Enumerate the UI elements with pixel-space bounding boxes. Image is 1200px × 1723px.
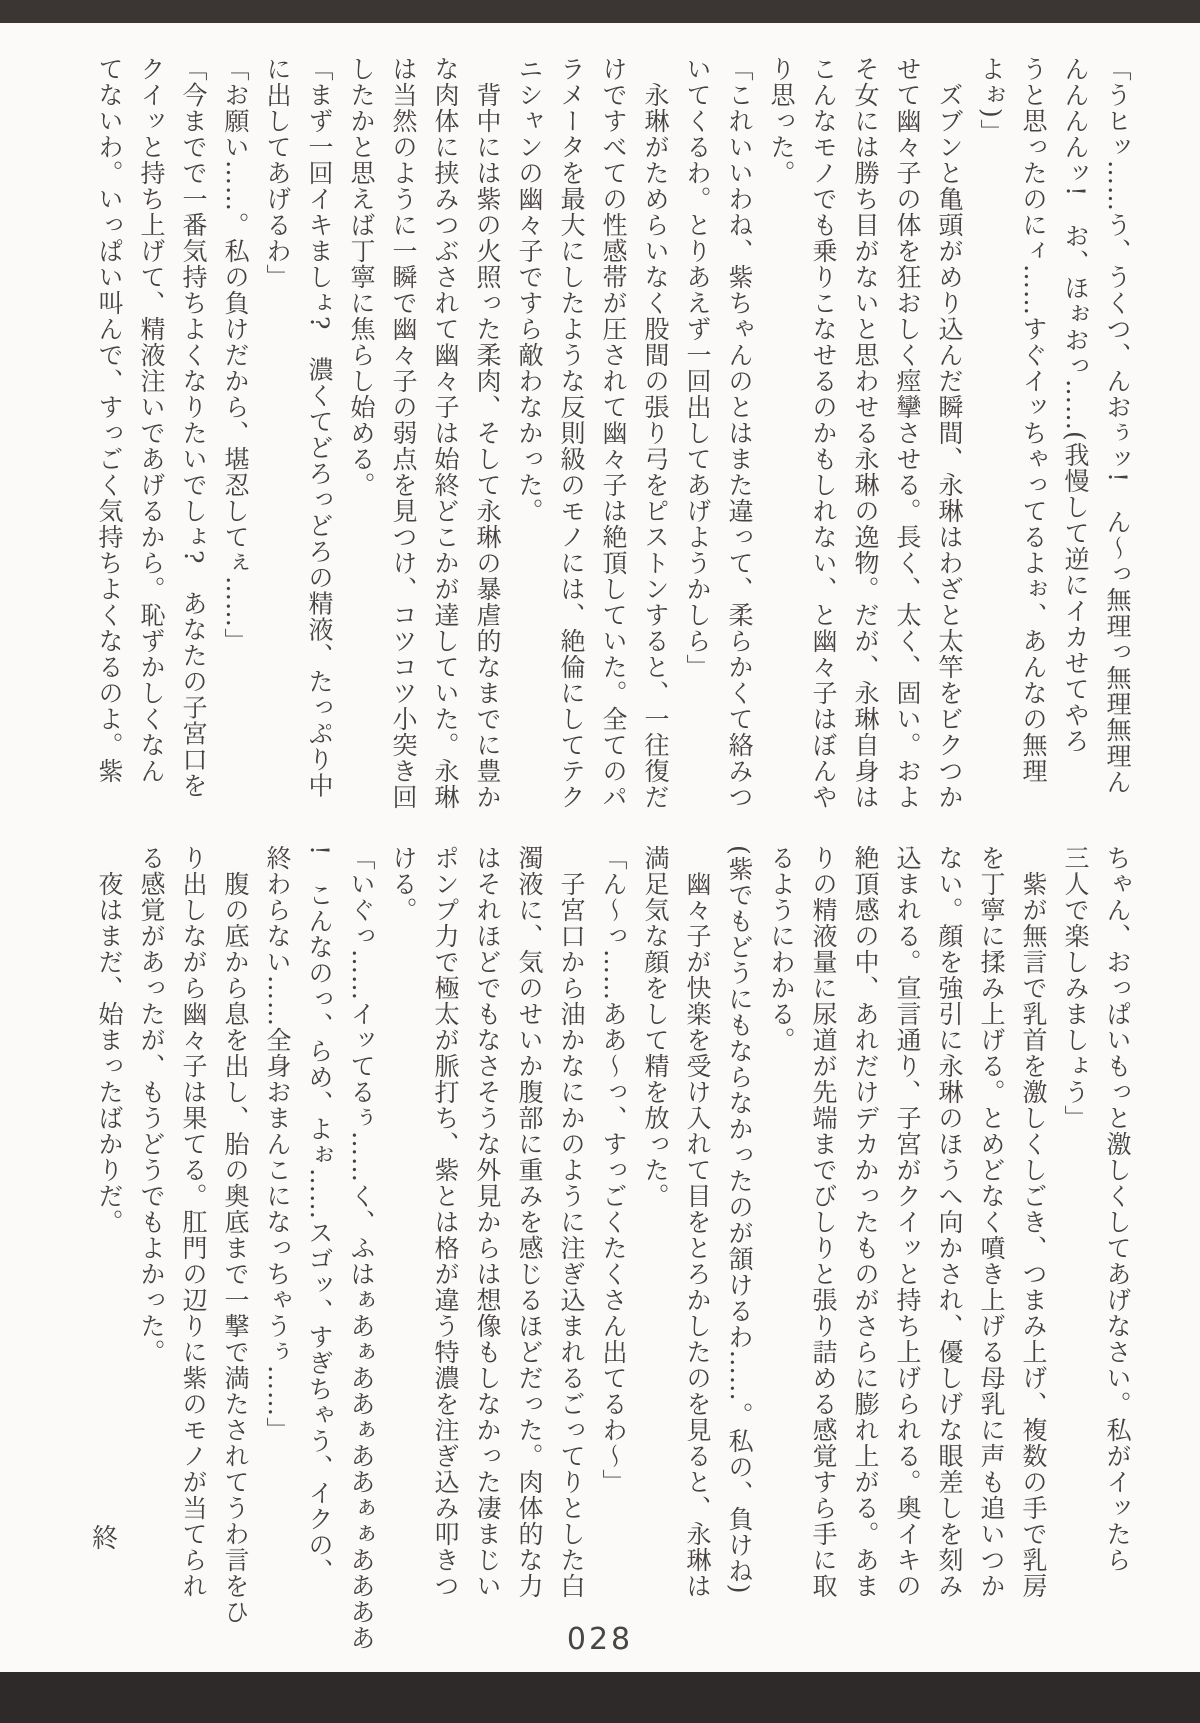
text-column: ! こんなのっ、らめ、よぉ……スゴッ、すぎちゃう、イクの、 [305, 845, 334, 1585]
bottom-border-bar [0, 1672, 1200, 1723]
text-column: よぉ)」 [977, 56, 1006, 145]
text-column: 「まず一回イキましょ? 濃くてどろっどろの精液、たっぷり中 [305, 56, 334, 799]
text-column: に出してあげるわ」 [263, 56, 292, 290]
text-column: 腹の底から息を出し、胎の奥底まで一撃で満たされてうわ言をひ [221, 845, 250, 1625]
page-number: 028 [566, 1622, 634, 1657]
text-column: はそれほどでもなさそうな外見からは想像もしなかった凄まじい [473, 845, 502, 1599]
text-column: 夜はまだ、始まったばかりだ。 [95, 845, 124, 1235]
text-column: クイッと持ち上げて、精液注いであげるから。恥ずかしくなん [137, 56, 166, 784]
text-column: 終わらない……全身おまんこになっちゃうぅ……」 [263, 845, 292, 1443]
text-column: 「今までで一番気持ちよくなりたいでしょ? あなたの子宮口を [179, 56, 208, 799]
text-column: うと思ったのにィ……すぐイッちゃってるよぉ、あんなの無理 [1019, 56, 1048, 784]
text-column: 絶頂感の中、あれだけデカかったものがさらに膨れ上がる。あま [851, 845, 880, 1599]
text-column: 「ん〜っ……ああ〜っ、すっごくたくさん出てるわ〜」 [599, 845, 628, 1495]
text-column: 永琳がためらいなく股間の張り弓をピストンすると、一往復だ [641, 56, 670, 810]
text-column: 「いぐっ……イッてるぅ……く、ふはぁあぁああぁああぁぁああああ [347, 845, 376, 1651]
text-column: 「お願い……。私の負けだから、堪忍してぇ……」 [221, 56, 250, 654]
text-column: る感覚があったが、もうどうでもよかった。 [137, 845, 166, 1365]
text-column: ポンプ力で極太が脈打ち、紫とは格が違う特濃を注ぎ込み叩きつ [431, 845, 460, 1599]
text-column: ちゃん、おっぱいもっと激しくしてあげなさい。私がイッたら [1103, 845, 1132, 1573]
text-column: 「うヒッ……う、うくつ、んおぅッ! ん〜っ無理っ無理無理ん [1103, 56, 1132, 796]
text-column: を丁寧に揉み上げる。とめどなく噴き上げる母乳に声も追いつか [977, 845, 1006, 1599]
text-column: てないわ。いっぱい叫んで、すっごく気持ちよくなるのよ。紫 [95, 56, 124, 784]
text-column: 濁液に、気のせいか腹部に重みを感じるほどだった。肉体的な力 [515, 845, 544, 1599]
text-column: 「これいいわね、紫ちゃんのとはまた違って、柔らかくて絡みつ [725, 56, 754, 810]
text-column: そ女には勝ち目がないと思わせる永琳の逸物。だが、永琳自身は [851, 56, 880, 810]
text-column: (紫でもどうにもならなかったのが頷けるわ……。私の、負けね) [725, 845, 754, 1595]
text-column: 背中には紫の火照った柔肉、そして永琳の暴虐的なまでに豊か [473, 56, 502, 810]
top-border-bar [0, 0, 1200, 23]
text-column: りの精液量に尿道が先端までびしりと張り詰める感覚すら手に取 [809, 845, 838, 1599]
upper-text-block [88, 56, 1138, 812]
text-column: 三人で楽しみましょう」 [1061, 845, 1090, 1131]
text-column: こんなモノでも乗りこなせるのかもしれない、と幽々子はぼんや [809, 56, 838, 810]
text-column: 込まれる。宣言通り、子宮がクイッと持ち上げられる。奥イキの [893, 845, 922, 1599]
text-column: り思った。 [767, 56, 796, 186]
ending-mark: 終 [92, 1524, 119, 1554]
text-column: いてくるわ。とりあえず一回出してあげようかしら」 [683, 56, 712, 680]
text-column: けですべての性感帯が圧されて幽々子は絶頂していた。全てのパ [599, 56, 628, 810]
text-column: 満足気な顔をして精を放った。 [641, 845, 670, 1209]
text-column: んんんんッ! お、ほぉおっ……(我慢して逆にイカせてやろ [1061, 56, 1090, 754]
text-column: ける。 [389, 845, 418, 923]
text-column: 子宮口から油かなにかのように注ぎ込まれるごってりとした白 [557, 845, 586, 1599]
text-column: 幽々子が快楽を受け入れて目をとろかしたのを見ると、永琳は [683, 845, 712, 1599]
text-column: 紫が無言で乳首を激しくしごき、つまみ上げ、複数の手で乳房 [1019, 845, 1048, 1599]
text-column: な肉体に挟みつぶされて幽々子は始終どこかが達していた。永琳 [431, 56, 460, 810]
text-column: せて幽々子の体を狂おしく痙攣させる。長く、太く、固い。およ [893, 56, 922, 810]
text-column: は当然のように一瞬で幽々子の弱点を見つけ、コツコツ小突き回 [389, 56, 418, 810]
text-column: ラメータを最大にしたような反則級のモノには、絶倫にしてテク [557, 56, 586, 810]
text-column: ズブンと亀頭がめり込んだ瞬間、永琳はわざと太竿をビクつか [935, 56, 964, 810]
text-column: したかと思えば丁寧に焦らし始める。 [347, 56, 376, 498]
text-column: ない。顔を強引に永琳のほうへ向かされ、優しげな眼差しを刻み [935, 845, 964, 1599]
text-column: ニシャンの幽々子ですら敵わなかった。 [515, 56, 544, 524]
text-column: り出しながら幽々子は果てる。肛門の辺りに紫のモノが当てられ [179, 845, 208, 1599]
text-column: るようにわかる。 [767, 845, 796, 1053]
